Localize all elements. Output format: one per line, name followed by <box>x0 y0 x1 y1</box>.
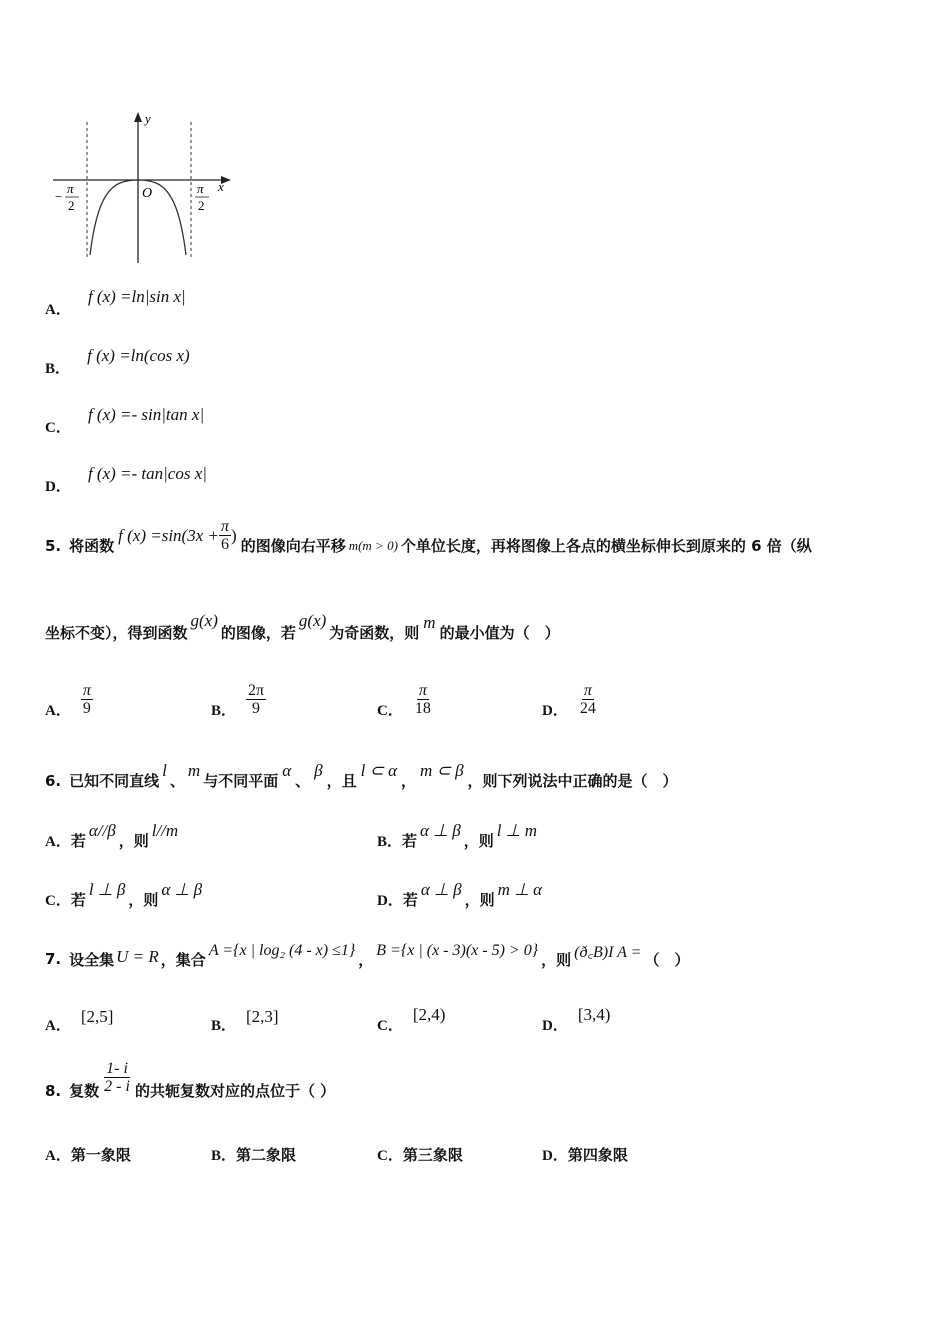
q6-option-d[interactable] <box>377 879 545 910</box>
option-then: ，则 <box>463 832 494 850</box>
q7-universe: U = R <box>116 947 159 966</box>
question-number: 7. <box>45 950 62 968</box>
left-tick-den: 2 <box>68 198 75 213</box>
q5-text7: 的最小值为（ ） <box>439 624 560 642</box>
q5-func-right: ) <box>231 525 237 545</box>
q7-set-a: A ={x | log₂ (4 - x) ≤1} <box>208 942 356 959</box>
q5-option-a[interactable] <box>45 682 93 717</box>
option-label: B． <box>377 834 403 850</box>
q8-text2: 的共轭复数对应的点位于（ ） <box>134 1082 336 1100</box>
option-label: C． <box>45 420 71 436</box>
option-num: 2π <box>248 682 265 699</box>
q8-text1: 复数 <box>69 1082 100 1100</box>
q6-sep1: 、 <box>169 772 185 790</box>
question-number: 6. <box>45 771 62 790</box>
q8-stem <box>45 1060 336 1100</box>
option-den: 9 <box>82 700 91 717</box>
q7-text3: ，则 <box>541 950 572 969</box>
left-tick-minus: − <box>55 189 63 204</box>
option-text: 第二象限 <box>236 1146 297 1164</box>
option-den: 18 <box>414 700 431 717</box>
q5-text3: 个单位长度，再将图像上各点的横坐标伸长到原来的 6 倍（纵 <box>400 537 812 555</box>
option-result: m ⊥ α <box>497 879 543 899</box>
option-value: [2,3] <box>246 1006 279 1026</box>
option-label: B． <box>45 361 71 377</box>
q6-beta: β <box>314 760 323 780</box>
option-formula: f (x) =ln|sin x| <box>87 287 186 306</box>
q5-text1: 将函数 <box>69 537 115 555</box>
q6-option-a[interactable] <box>45 820 181 851</box>
option-value: [3,4) <box>577 1004 611 1024</box>
option-cond: α//β <box>88 820 116 840</box>
option-result: l ⊥ m <box>496 820 538 840</box>
q5-g1: g(x) <box>190 610 218 630</box>
q7-option-d[interactable] <box>542 1004 611 1034</box>
q6-alpha: α <box>282 760 292 780</box>
q5-text6: 为奇函数，则 <box>329 624 420 642</box>
q5-text5: 的图像，若 <box>220 624 296 642</box>
right-tick-pi: π <box>197 181 204 196</box>
q8-den: 2 - i <box>104 1078 130 1095</box>
q6-text3: ，且 <box>326 772 357 790</box>
q7-text4: （ ） <box>644 950 690 969</box>
q8-option-b[interactable] <box>211 1144 296 1165</box>
q7-stem <box>45 942 690 970</box>
q6-stem <box>45 760 678 791</box>
q6-m: m <box>187 760 201 780</box>
q8-option-a[interactable] <box>45 1144 131 1165</box>
q7-text2: ，集合 <box>160 950 206 969</box>
q7-text1: 设全集 <box>69 950 115 969</box>
q7-option-b[interactable] <box>211 1006 279 1034</box>
option-label: D． <box>377 893 403 909</box>
q5-m: m <box>423 612 436 632</box>
option-value: [2,4) <box>412 1004 446 1024</box>
q4-option-d[interactable] <box>45 463 207 495</box>
option-if: 若 <box>70 832 86 850</box>
function-graph <box>45 105 245 270</box>
q7-option-c[interactable] <box>377 1004 446 1034</box>
option-label: A． <box>45 1018 71 1034</box>
option-if: 若 <box>70 891 86 909</box>
q4-option-b[interactable] <box>45 345 190 377</box>
q5-func-fraction <box>219 518 231 553</box>
q8-option-d[interactable] <box>542 1144 628 1165</box>
q7-expression: (ð꜀B)I A = <box>574 944 642 961</box>
q5-option-b[interactable] <box>211 682 266 717</box>
y-axis-arrow <box>134 112 142 122</box>
option-label: A． <box>45 834 71 850</box>
option-fraction <box>81 682 93 717</box>
right-tick-den: 2 <box>198 198 205 213</box>
q5-func-left: f (x) =sin(3x + <box>118 525 219 545</box>
q5-stem-line2 <box>45 610 560 643</box>
q7-option-a[interactable] <box>45 1006 114 1034</box>
q5-function <box>118 518 237 553</box>
y-axis-label: y <box>145 111 151 126</box>
question-number: 5. <box>45 536 62 555</box>
q6-sep2: 、 <box>295 772 311 790</box>
q5-func-num: π <box>221 518 230 535</box>
option-cond: α ⊥ β <box>420 820 461 840</box>
option-formula: f (x) =- tan|cos x| <box>87 464 207 483</box>
q6-text1: 已知不同直线 <box>69 772 160 790</box>
option-label: C． <box>45 893 71 909</box>
q6-option-c[interactable] <box>45 879 205 910</box>
option-then: ，则 <box>464 891 495 909</box>
option-label: B． <box>211 1018 237 1034</box>
option-cond: α ⊥ β <box>420 879 462 899</box>
option-fraction <box>578 682 598 717</box>
option-label: A． <box>45 703 71 719</box>
option-label: A． <box>45 302 71 318</box>
q8-fraction <box>102 1060 132 1095</box>
option-num: π <box>82 682 91 699</box>
q6-cond1: l ⊂ α <box>360 760 398 780</box>
x-axis-label: x <box>218 179 224 194</box>
q5-func-den: 6 <box>221 536 229 553</box>
q5-shift: m(m > 0) <box>348 537 398 553</box>
option-text: 第四象限 <box>567 1146 628 1164</box>
left-tick-pi: π <box>67 181 74 196</box>
q6-text4: ，则下列说法中正确的是（ ） <box>467 772 678 790</box>
option-value: [2,5] <box>80 1006 114 1026</box>
option-if: 若 <box>402 832 418 850</box>
option-label: B． <box>211 703 237 719</box>
q7-comma: ， <box>358 950 374 969</box>
option-then: ，则 <box>118 832 149 850</box>
option-den: 24 <box>579 700 596 717</box>
option-result: α ⊥ β <box>161 879 203 899</box>
origin-label: O <box>142 186 153 201</box>
q6-option-b[interactable] <box>377 820 540 851</box>
option-den: 9 <box>252 700 261 717</box>
option-cond: l ⊥ β <box>88 879 126 899</box>
option-label: A． <box>45 1148 71 1164</box>
option-fraction <box>413 682 433 717</box>
option-label: D． <box>542 703 568 719</box>
q4-option-c[interactable] <box>45 404 205 436</box>
q5-option-d[interactable] <box>542 682 598 717</box>
option-label: C． <box>377 703 403 719</box>
q6-cond2: m ⊂ β <box>420 760 464 780</box>
option-label: B． <box>211 1148 237 1164</box>
option-result: l//m <box>151 820 179 840</box>
option-if: 若 <box>402 891 418 909</box>
option-text: 第一象限 <box>70 1146 131 1164</box>
option-formula: f (x) =ln(cos x) <box>87 346 190 365</box>
q5-g2: g(x) <box>298 610 327 630</box>
option-label: C． <box>377 1018 403 1034</box>
q4-option-a[interactable] <box>45 286 186 318</box>
q5-option-c[interactable] <box>377 682 433 717</box>
option-num: π <box>583 682 592 699</box>
option-then: ，则 <box>128 891 159 909</box>
q6-l: l <box>162 760 167 780</box>
q5-stem-line1 <box>45 518 812 563</box>
option-label: D． <box>542 1148 568 1164</box>
q6-comma: ， <box>401 772 417 790</box>
q8-num: 1- i <box>106 1060 128 1077</box>
q5-text4: 坐标不变），得到函数 <box>45 624 188 642</box>
option-label: D． <box>542 1018 568 1034</box>
option-label: D． <box>45 479 71 495</box>
option-text: 第三象限 <box>402 1146 463 1164</box>
q7-set-b: B ={x | (x - 3)(x - 5) > 0} <box>376 942 539 959</box>
option-formula: f (x) =- sin|tan x| <box>87 405 205 424</box>
q6-text2: 与不同平面 <box>203 772 279 790</box>
question-number: 8. <box>45 1081 62 1100</box>
option-fraction <box>246 682 266 717</box>
option-num: π <box>418 682 427 699</box>
q5-text2: 的图像向右平移 <box>240 537 346 555</box>
q8-option-c[interactable] <box>377 1144 463 1165</box>
option-label: C． <box>377 1148 403 1164</box>
